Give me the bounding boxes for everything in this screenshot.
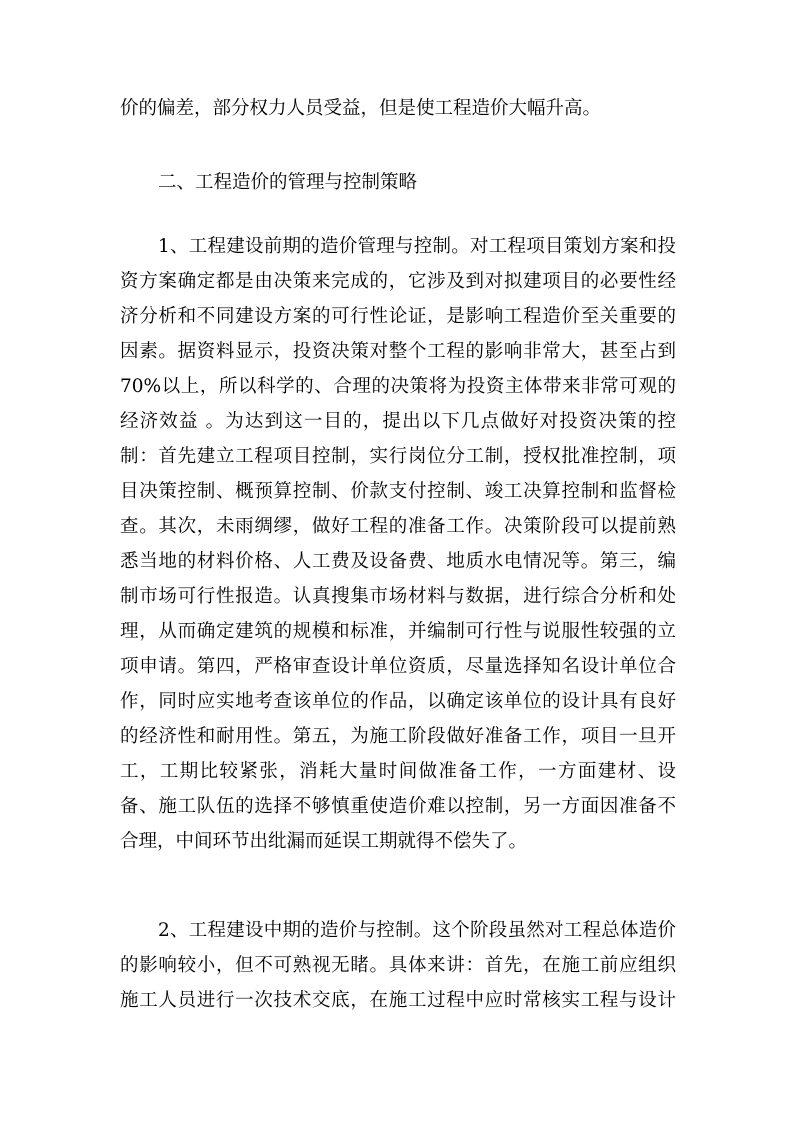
paragraph-1-line-16: 工，工期比较紧张，消耗大量时间做准备工作，一方面建材、设 — [120, 761, 676, 782]
paragraph-1-line-7: 制：首先建立工程项目控制，实行岗位分工制，授权批准控制，项 — [120, 446, 676, 467]
paragraph-1-line-1: 1、工程建设前期的造价管理与控制。对工程项目策划方案和投 — [158, 236, 676, 257]
section-heading: 二、工程造价的管理与控制策略 — [158, 172, 418, 193]
paragraph-1-line-11: 制市场可行性报造。认真搜集市场材料与数据，进行综合分析和处 — [120, 586, 676, 607]
paragraph-2-line-1: 2、工程建设中期的造价与控制。这个阶段虽然对工程总体造价 — [158, 920, 676, 941]
paragraph-1-line-5: 70%以上，所以科学的、合理的决策将为投资主体带来非常可观的 — [120, 376, 676, 397]
paragraph-1-line-3: 济分析和不同建设方案的可行性论证，是影响工程造价至关重要的 — [120, 306, 676, 327]
paragraph-1-line-6: 经济效益 。为达到这一目的，提出以下几点做好对投资决策的控 — [120, 411, 676, 432]
paragraph-1-line-8: 目决策控制、概预算控制、价款支付控制、竣工决算控制和监督检 — [120, 481, 676, 502]
paragraph-1-line-10: 悉当地的材料价格、人工费及设备费、地质水电情况等。第三，编 — [120, 551, 676, 572]
paragraph-1-line-9: 查。其次，未雨绸缪，做好工程的准备工作。决策阶段可以提前熟 — [120, 516, 676, 537]
paragraph-2-line-3: 施工人员进行一次技术交底，在施工过程中应时常核实工程与设计 — [120, 990, 676, 1011]
text-line-1: 价的偏差，部分权力人员受益，但是使工程造价大幅升高。 — [120, 98, 602, 119]
paragraph-1-line-12: 理，从而确定建筑的规模和标准，并编制可行性与说服性较强的立 — [120, 621, 676, 642]
paragraph-1-line-18: 合理，中间环节出纰漏而延误工期就得不偿失了。 — [120, 831, 528, 852]
paragraph-1-line-4: 因素。据资料显示，投资决策对整个工程的影响非常大，甚至占到 — [120, 341, 676, 362]
paragraph-1-line-15: 的经济性和耐用性。第五，为施工阶段做好准备工作，项目一旦开 — [120, 726, 676, 747]
paragraph-1-line-13: 项申请。第四，严格审查设计单位资质，尽量选择知名设计单位合 — [120, 656, 676, 677]
paragraph-1-line-17: 备、施工队伍的选择不够慎重使造价难以控制，另一方面因准备不 — [120, 796, 676, 817]
paragraph-1-line-2: 资方案确定都是由决策来完成的，它涉及到对拟建项目的必要性经 — [120, 271, 676, 292]
paragraph-1-line-14: 作，同时应实地考查该单位的作品，以确定该单位的设计具有良好 — [120, 691, 676, 712]
paragraph-2-line-2: 的影响较小，但不可熟视无睹。具体来讲：首先，在施工前应组织 — [120, 955, 676, 976]
